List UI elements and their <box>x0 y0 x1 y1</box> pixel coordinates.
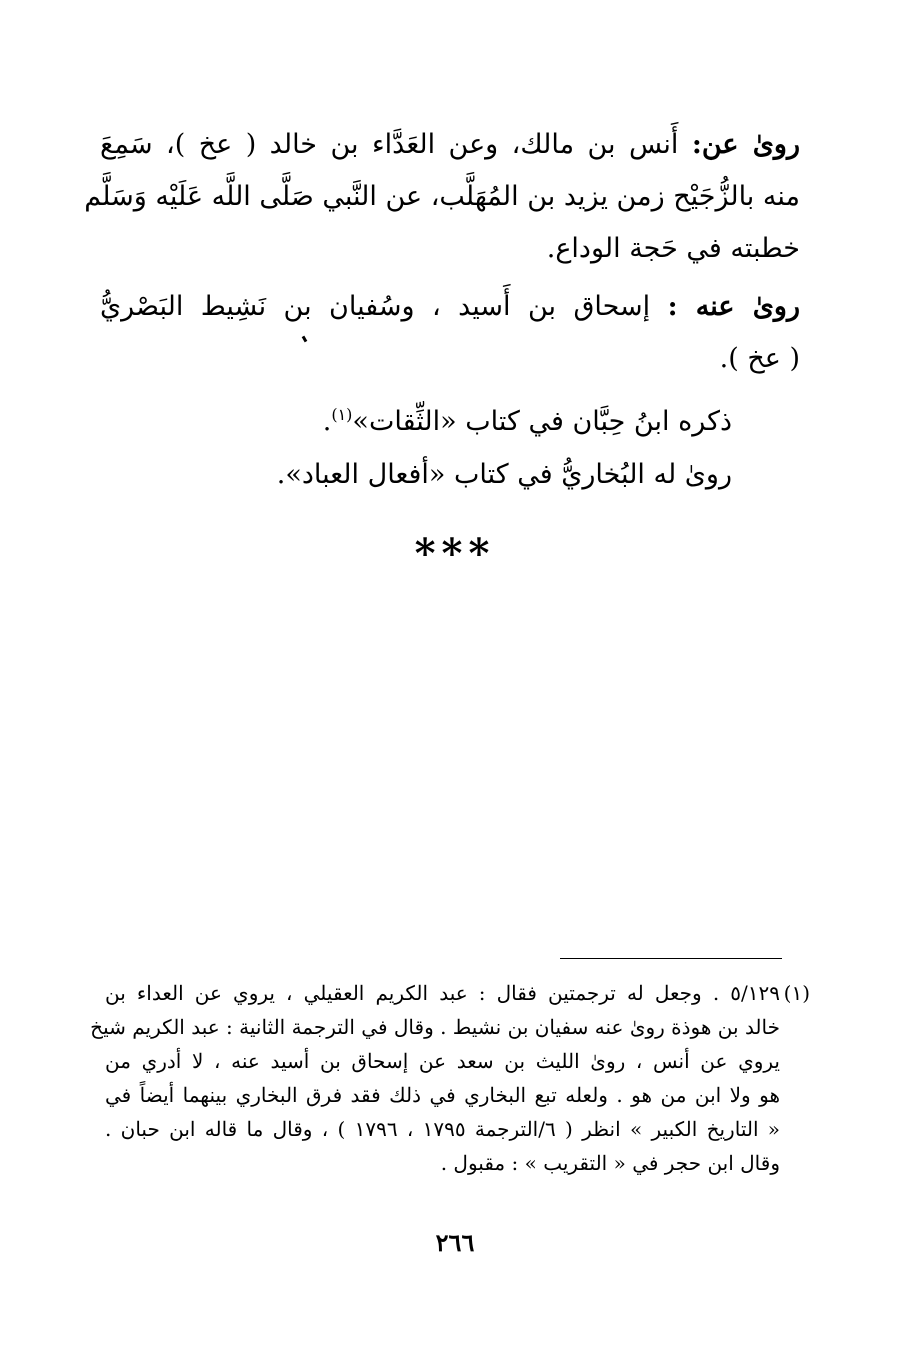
footnote-divider <box>560 958 782 959</box>
section-separator: *** <box>414 530 496 577</box>
footnote-line-4: هو ولا ابن من هو . ولعله تبع البخاري في ذلك فقد فرق البخاري بينهما أيضاً في <box>105 1083 780 1107</box>
page-number: ٢٦٦ <box>435 1228 475 1257</box>
footnote-line-3: يروي عن أنس ، روىٰ الليث بن سعد عن إسحاق بن أسيد عنه ، لا أدري من <box>105 1049 780 1073</box>
footnote-reference: (١) <box>331 405 353 424</box>
para1-line3: خطبته في حَجة الوداع. <box>546 233 800 264</box>
para1-line1 <box>100 118 800 172</box>
para2-line1 <box>100 280 800 334</box>
para2-lead: روىٰ عنه : <box>667 291 800 322</box>
footnote-line-5: « التاريخ الكبير » انظر ( ٦/الترجمة ١٧٩٥ ، ١٧٩٦ ) ، وقال ما قاله ابن حبان . <box>105 1117 781 1141</box>
para3-end: . <box>322 406 332 437</box>
para3-text: ذكره ابنُ حِبَّان في كتاب «الثِّقات» <box>352 406 732 437</box>
footnote-line-6: وقال ابن حجر في « التقريب » : مقبول . <box>440 1151 780 1175</box>
para1-lead: رویٰ عن: <box>691 129 800 160</box>
para1-line2: منه بالزُّجَيْح زمن يزيد بن المُهَلَّب، عن النَّبي صَلَّى اللَّه عَلَيْه وَسَلَّم <box>84 181 800 212</box>
para2-line1-text: إسحاق بن أَسيد ، وسُفيان بن نَشِيط البَصْريُّ <box>100 291 651 322</box>
para1-line1-text: أَنس بن مالك، وعن العَدَّاء بن خالد ( عخ )، سَمِعَ <box>100 129 679 160</box>
footnote-marker: (١) <box>783 981 810 1005</box>
para4-line: روىٰ له البُخاريُّ في كتاب «أفعال العباد». <box>276 459 732 490</box>
footnote-line-2: خالد بن هوذة روىٰ عنه سفيان بن نشيط . وقال في الترجمة الثانية : عبد الكريم شيخ <box>90 1015 780 1039</box>
para3-line <box>323 388 732 449</box>
para2-line2: ( عخ ). <box>719 343 800 374</box>
footnote-line-1: ٥/١٢٩ . وجعل له ترجمتين فقال : عبد الكريم العقيلي ، يروي عن العداء بن <box>105 981 780 1005</box>
